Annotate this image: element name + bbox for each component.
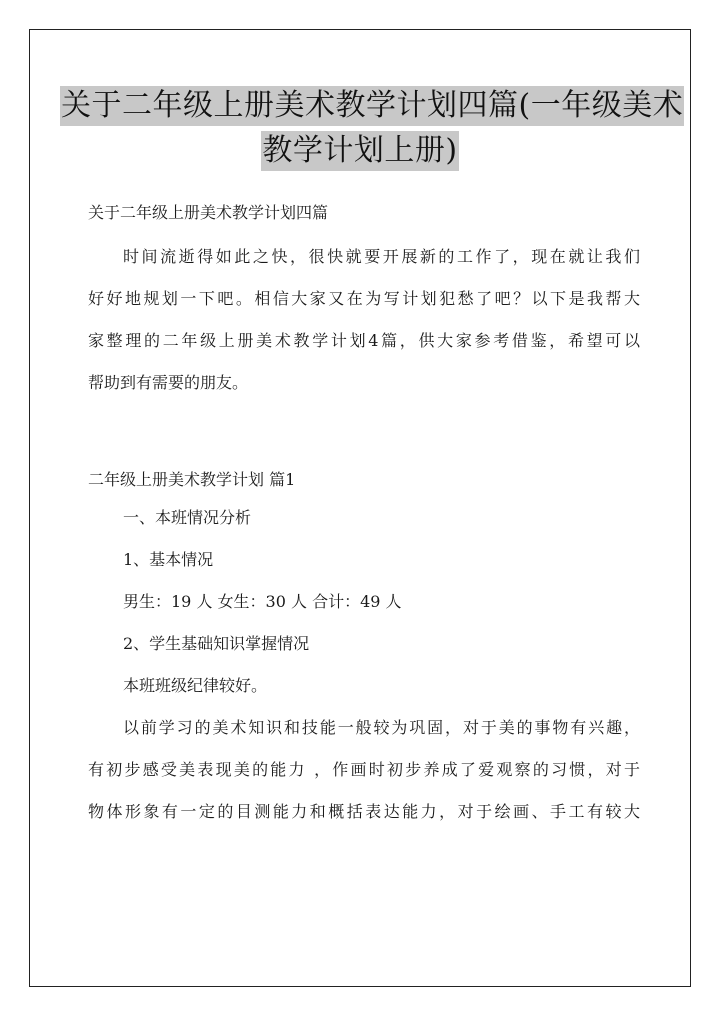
analysis-line: 物体形象有一定的目测能力和概括表达能力，对于绘画、手工有较大 <box>88 802 640 821</box>
intro-line: 好好地规划一下吧。相信大家又在为写计划犯愁了吧？以下是我帮大 <box>88 289 640 308</box>
section-heading: 二年级上册美术教学计划 篇1 <box>88 470 296 489</box>
title-line-1: 关于二年级上册美术教学计划四篇(一年级美术 <box>60 86 684 126</box>
item-title: 2、学生基础知识掌握情况 <box>123 634 310 653</box>
document-title <box>60 86 684 171</box>
stats-line: 男生：19 人 女生：30 人 合计：49 人 <box>123 592 402 611</box>
document-body <box>88 189 640 833</box>
intro-line: 时间流逝得如此之快，很快就要开展新的工作了，现在就让我们 <box>123 247 640 266</box>
item-title: 1、基本情况 <box>123 550 214 569</box>
document-subtitle: 关于二年级上册美术教学计划四篇 <box>88 203 329 222</box>
analysis-line: 有初步感受美表现美的能力 ，作画时初步养成了爱观察的习惯，对于 <box>88 760 640 779</box>
blank-line <box>88 404 640 462</box>
discipline-line: 本班班级纪律较好。 <box>123 676 268 695</box>
intro-line: 家整理的二年级上册美术教学计划4篇，供大家参考借鉴，希望可以 <box>88 331 640 350</box>
analysis-line: 以前学习的美术知识和技能一般较为巩固，对于美的事物有兴趣， <box>123 718 640 737</box>
title-line-2: 教学计划上册) <box>261 131 458 171</box>
section-title: 一、本班情况分析 <box>123 508 252 527</box>
intro-line: 帮助到有需要的朋友。 <box>88 373 249 392</box>
